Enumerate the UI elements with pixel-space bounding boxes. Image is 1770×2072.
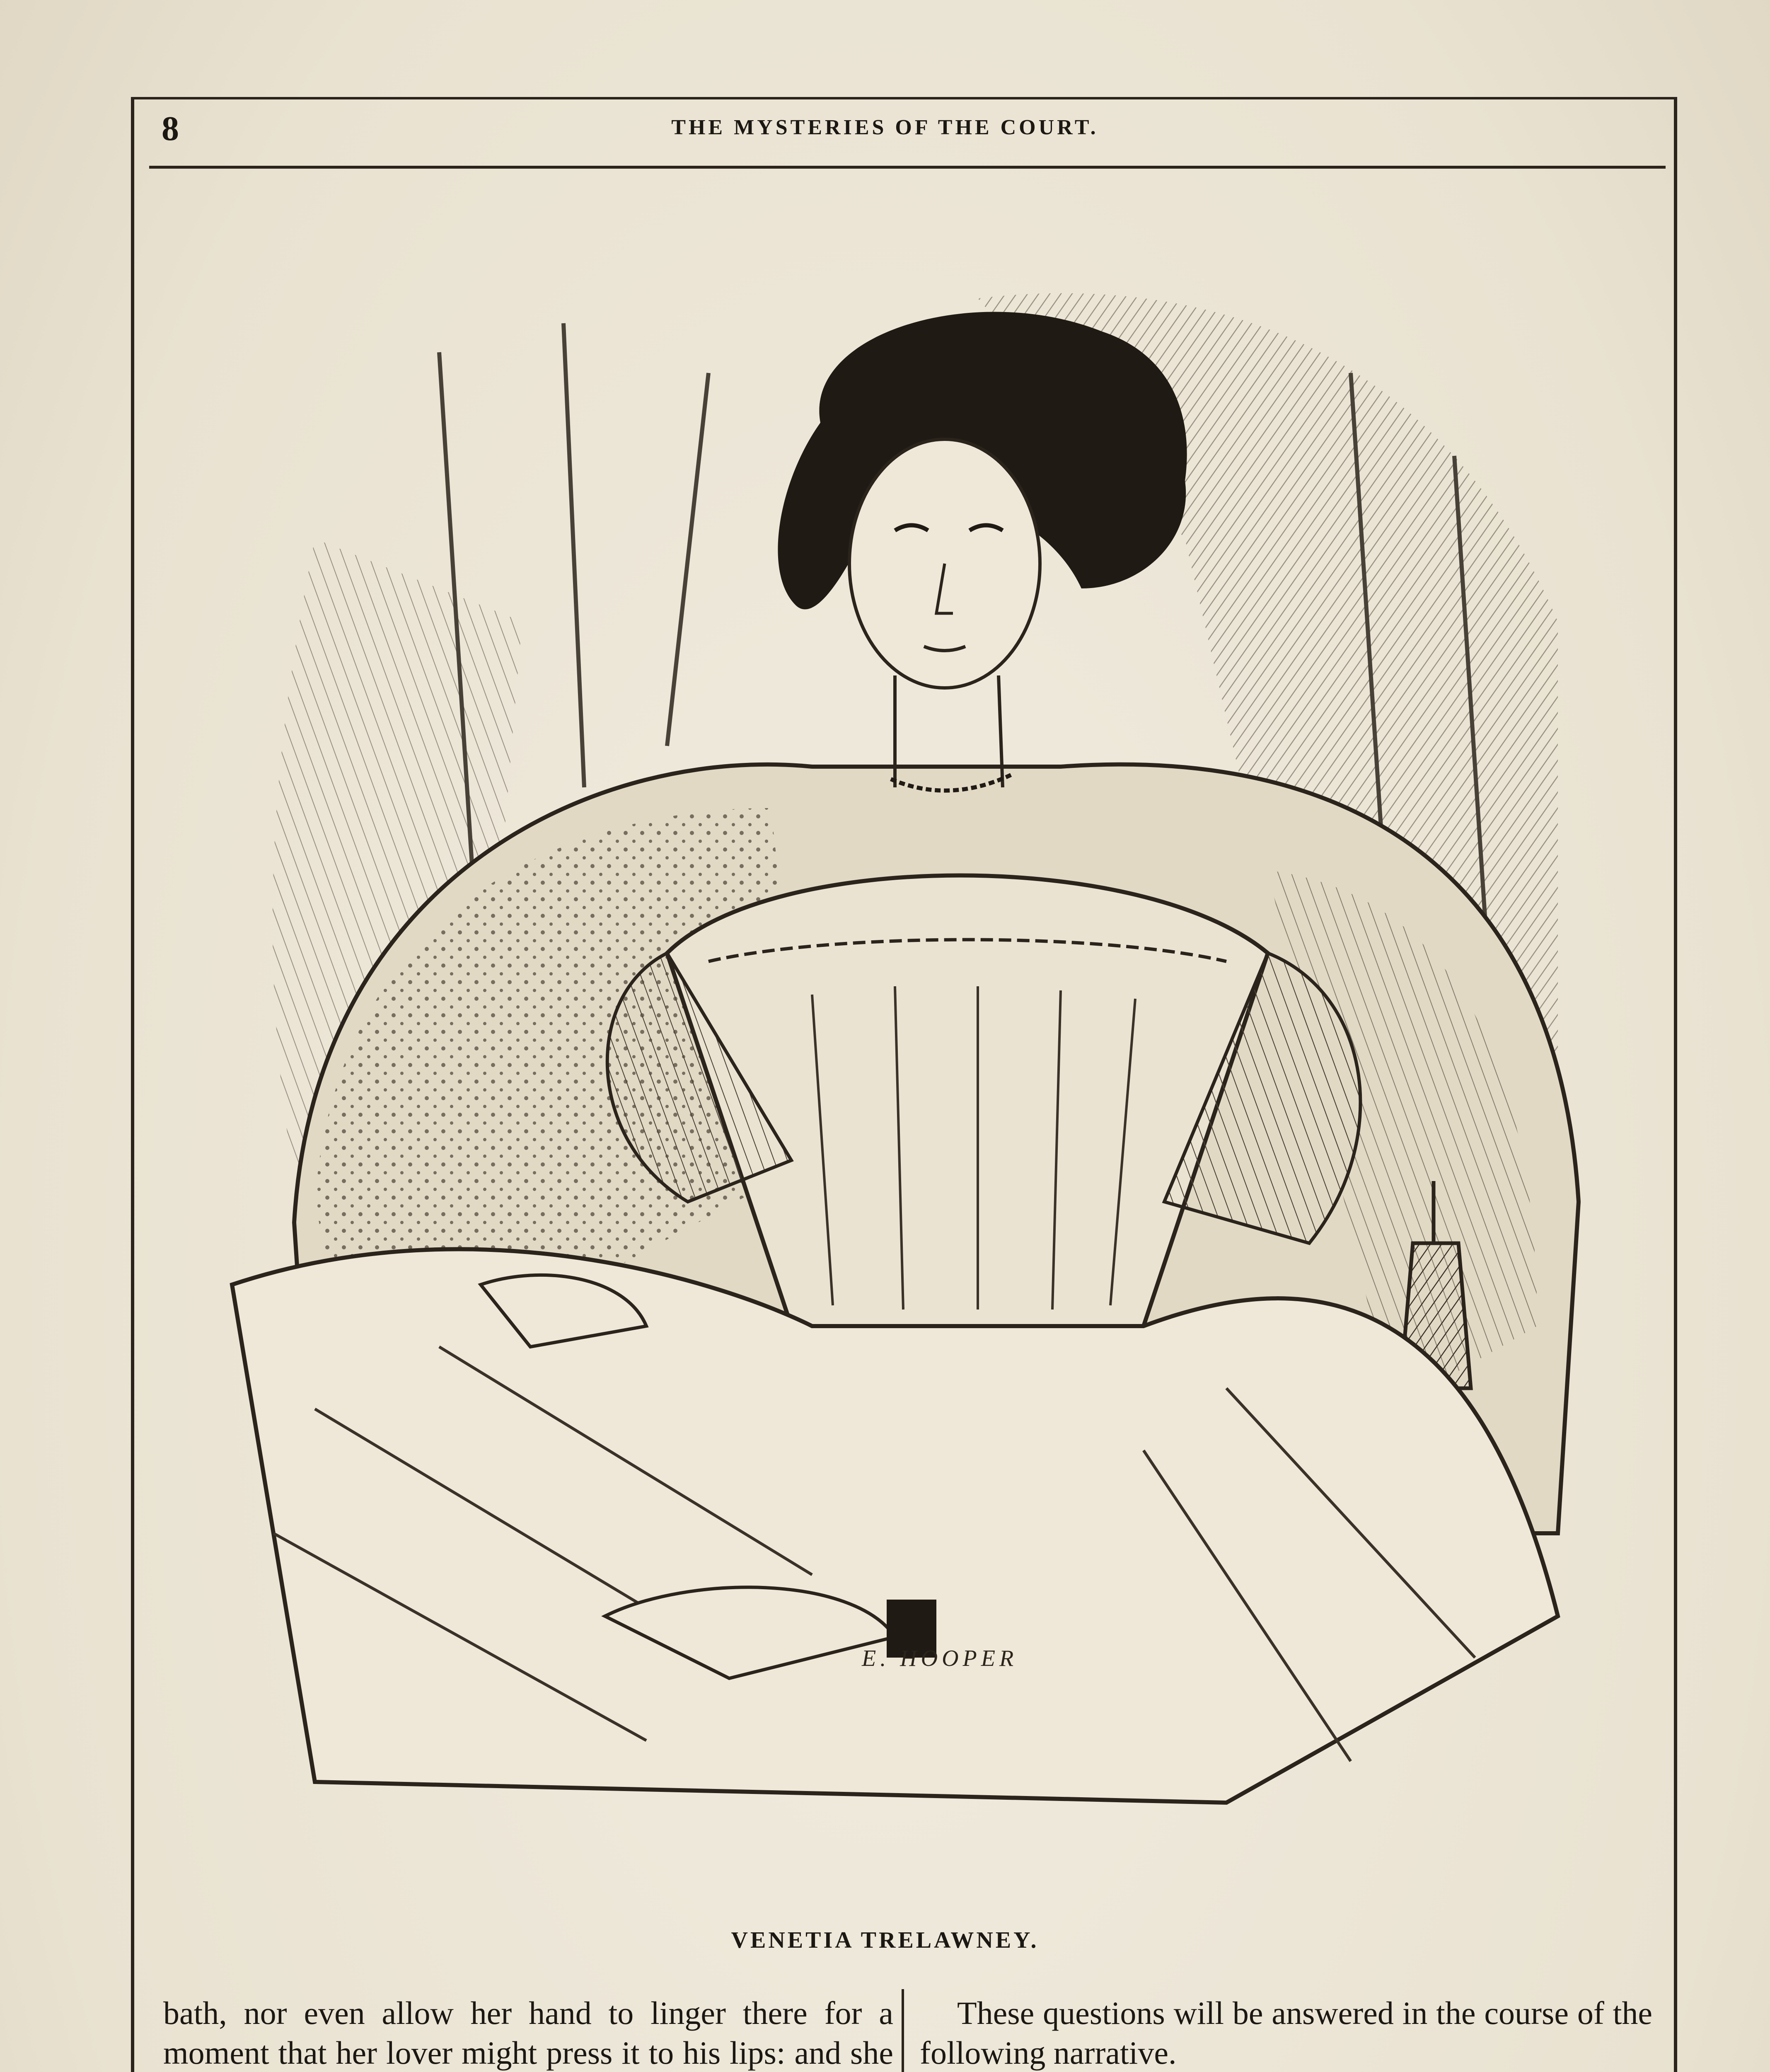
column-divider [902,1989,904,2072]
page-number: 8 [162,109,179,148]
right-column [920,1993,1652,2072]
paragraph: bath, nor even allow her hand to linger there for a moment that her lover might press it to his lips: and she [163,1995,893,2071]
portrait-engraving [191,249,1620,1848]
paragraph: These questions will be answered in the course of the following narrative. [920,1995,1652,2071]
illustration-caption: VENETIA TRELAWNEY. [731,1927,1039,1953]
left-column [163,1993,893,2072]
engraver-signature: E. HOOPER [862,1646,1018,1671]
header-rule [149,166,1666,169]
running-title: THE MYSTERIES OF THE COURT. [671,116,1099,139]
